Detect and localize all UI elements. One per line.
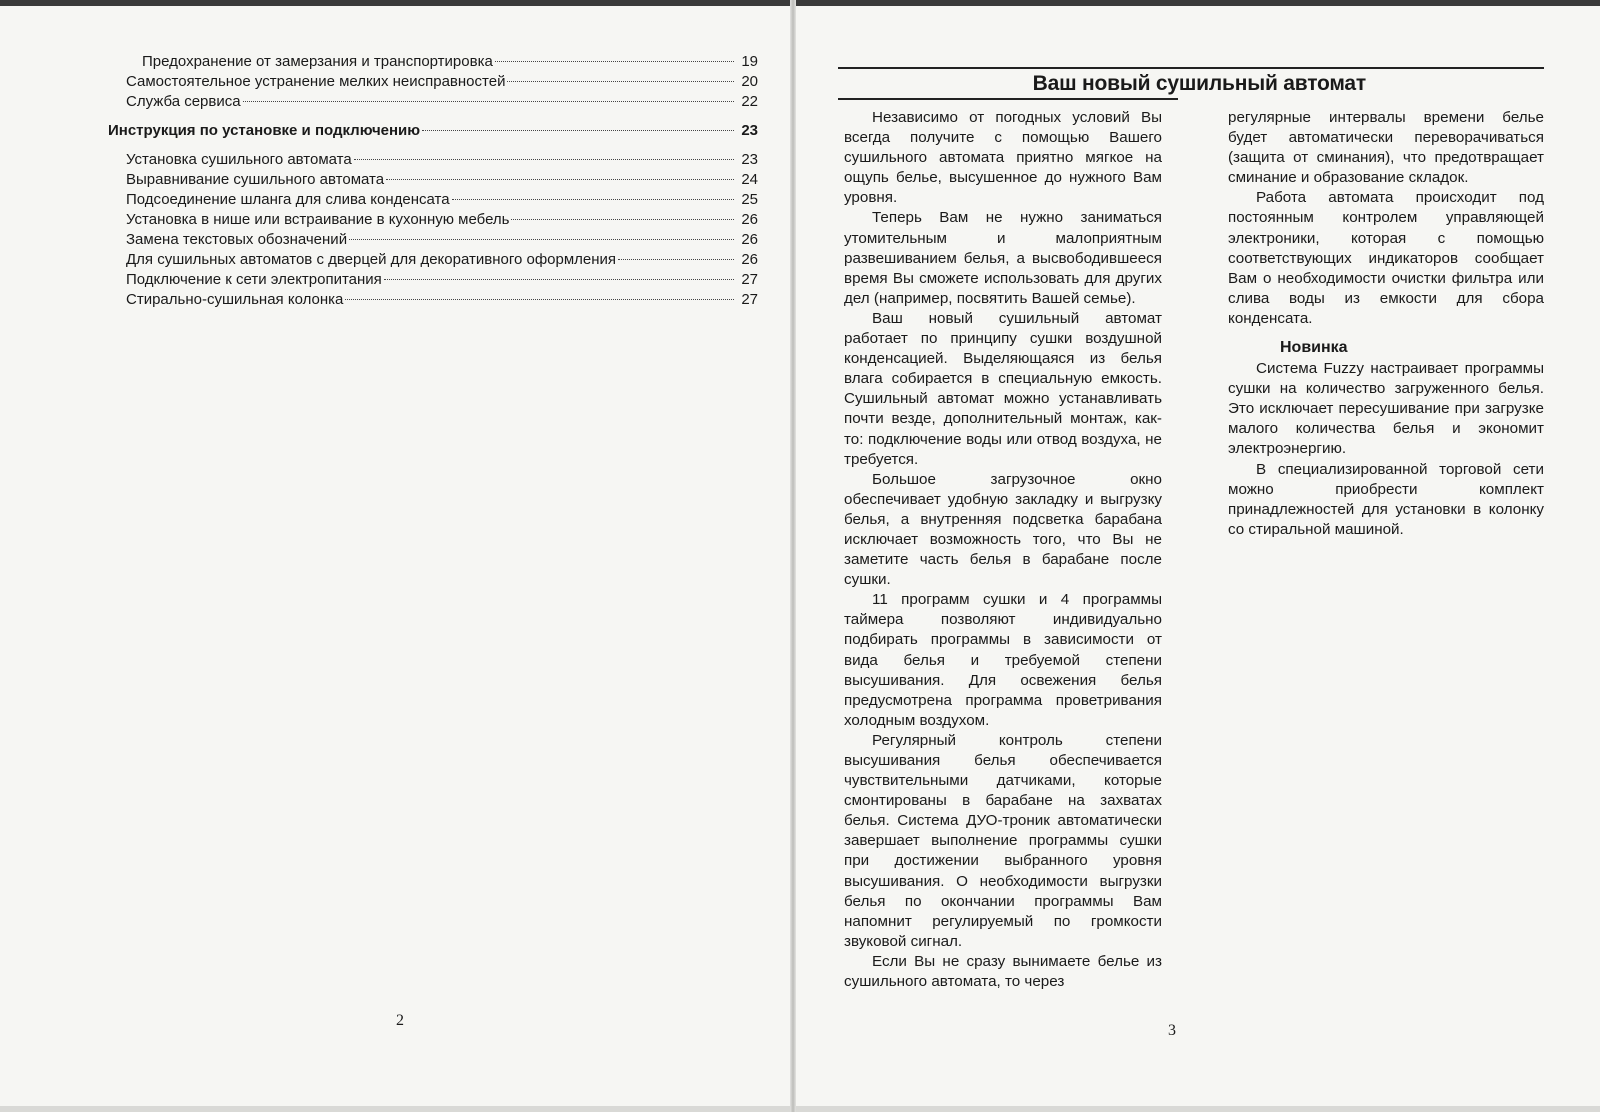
toc-entry-title: Для сушильных автоматов с дверцей для декоративного оформления — [126, 251, 617, 268]
toc-page-number: 22 — [741, 93, 758, 110]
title-underline — [838, 98, 1178, 100]
toc-entry-title: Самостоятельное устранение мелких неисправностей — [126, 73, 506, 90]
toc-entry — [108, 290, 758, 310]
toc-leader-dots — [507, 81, 734, 82]
toc-entry-title: Установка сушильного автомата — [126, 151, 352, 168]
toc-entry-title: Выравнивание сушильного автомата — [126, 171, 385, 188]
paragraph: Работа автомата происходит под постоянным контролем управляющей электроники, которая с помощью соответствующих индикаторов сообщает Вам о необходимости очистки фильтра или слива воды из емкости для сбора конденсата. — [1228, 189, 1544, 327]
toc-page-number: 27 — [741, 291, 758, 308]
toc-page-number: 23 — [741, 151, 758, 168]
toc-entry-title: Стирально-сушильная колонка — [126, 291, 344, 308]
toc-entry — [108, 270, 758, 290]
toc-page-number: 27 — [741, 271, 758, 288]
toc-page-number: 20 — [741, 73, 758, 90]
toc-entry-title: Подсоединение шланга для слива конденсата — [126, 191, 450, 208]
book-gutter — [790, 0, 796, 1112]
table-of-contents — [108, 52, 758, 310]
toc-entry — [108, 230, 758, 250]
paragraph: Если Вы не сразу вынимаете белье из сушильного автомата, то через — [844, 952, 1162, 991]
toc-page-number: 25 — [741, 191, 758, 208]
toc-leader-dots — [495, 61, 734, 62]
paragraph: Система Fuzzy настраивает программы сушки на количество загруженного белья. Это исключает пересушивание при загрузке малого количества белья и экономит электроэнергию. — [1228, 360, 1544, 458]
toc-leader-dots — [422, 130, 734, 131]
right-page-number: 3 — [1168, 1022, 1176, 1039]
paragraph: В специализированной торговой сети можно приобрести комплект принадлежностей для установки в колонку со стиральной машиной. — [1228, 460, 1544, 538]
toc-leader-dots — [384, 279, 734, 280]
header-rule — [838, 67, 1544, 69]
toc-entry — [108, 210, 758, 230]
toc-leader-dots — [618, 259, 734, 260]
toc-entry — [108, 250, 758, 270]
toc-entry — [108, 72, 758, 92]
toc-entry-title: Подключение к сети электропитания — [126, 271, 382, 288]
toc-page-number: 26 — [741, 251, 758, 268]
toc-leader-dots — [345, 299, 734, 300]
toc-page-number: 26 — [741, 231, 758, 248]
toc-leader-dots — [354, 159, 734, 160]
paragraph: 11 программ сушки и 4 программы таймера позволяют индивидуально подбирать программы в зависимости от вида белья и требуемой степени высушивания. Для освежения белья предусмотрена программа проветривания холодным воздухом. — [844, 591, 1162, 729]
toc-entry-title: Замена текстовых обозначений — [126, 231, 348, 248]
left-page-number: 2 — [396, 1012, 404, 1029]
toc-entry — [108, 92, 758, 112]
toc-entry — [108, 121, 758, 141]
toc-entry-title: Служба сервиса — [126, 93, 241, 110]
section-heading: Новинка — [1280, 339, 1348, 357]
toc-leader-dots — [386, 179, 734, 180]
text-column-2 — [1228, 108, 1544, 540]
toc-entry-title: Предохранение от замерзания и транспортировка — [142, 53, 493, 70]
paragraph: Ваш новый сушильный автомат работает по принципу сушки воздушной конденсацией. Выделяющаяся из белья влага собирается в специальную емкость. Сушильный автомат можно устанавливать почти везде, дополнительный монтаж, как-то: подключение воды или отвод воздуха, не требуется. — [844, 309, 1162, 468]
toc-leader-dots — [511, 219, 734, 220]
paragraph: регулярные интервалы времени белье будет автоматически переворачиваться (защита от сминания), что предотвращает сминание и образование складок. — [1228, 109, 1544, 187]
paragraph: Теперь Вам не нужно заниматься утомительным и малоприятным развешиванием белья, а высвободившееся время Вы сможете использовать для других дел (например, посвятить Вашей семье). — [844, 209, 1162, 307]
page-title: Ваш новый сушильный автомат — [1032, 72, 1366, 95]
toc-entry — [108, 190, 758, 210]
toc-entry — [108, 170, 758, 190]
toc-entry-title: Установка в нише или встраивание в кухонную мебель — [126, 211, 510, 228]
paragraph: Регулярный контроль степени высушивания белья обеспечивается чувствительными датчиками, которые смонтированы в барабане на захватах белья. Система ДУО-троник автоматически завершает выполнение программы сушки при достижении выбранного уровня высушивания. О необходимости выгрузки белья по окончании программы Вам напомнит регулируемый по громкости звуковой сигнал. — [844, 731, 1162, 950]
toc-entry — [108, 150, 758, 170]
toc-leader-dots — [452, 199, 734, 200]
paragraph: Независимо от погодных условий Вы всегда получите с помощью Вашего сушильного автомата приятно мягкое на ощупь белье, высушенное до нужного Вам уровня. — [844, 109, 1162, 207]
toc-page-number: 19 — [741, 53, 758, 70]
toc-page-number: 24 — [741, 171, 758, 188]
paragraph: Большое загрузочное окно обеспечивает удобную закладку и выгрузку белья, а внутренняя подсветка барабана исключает возможность того, что Вы не заметите часть белья в барабане после сушки. — [844, 470, 1162, 589]
toc-entry-title: Инструкция по установке и подключению — [108, 122, 421, 139]
text-column-1 — [844, 108, 1162, 992]
toc-page-number: 23 — [741, 122, 758, 139]
toc-leader-dots — [243, 101, 734, 102]
toc-page-number: 26 — [741, 211, 758, 228]
toc-entry — [108, 52, 758, 72]
toc-leader-dots — [349, 239, 734, 240]
